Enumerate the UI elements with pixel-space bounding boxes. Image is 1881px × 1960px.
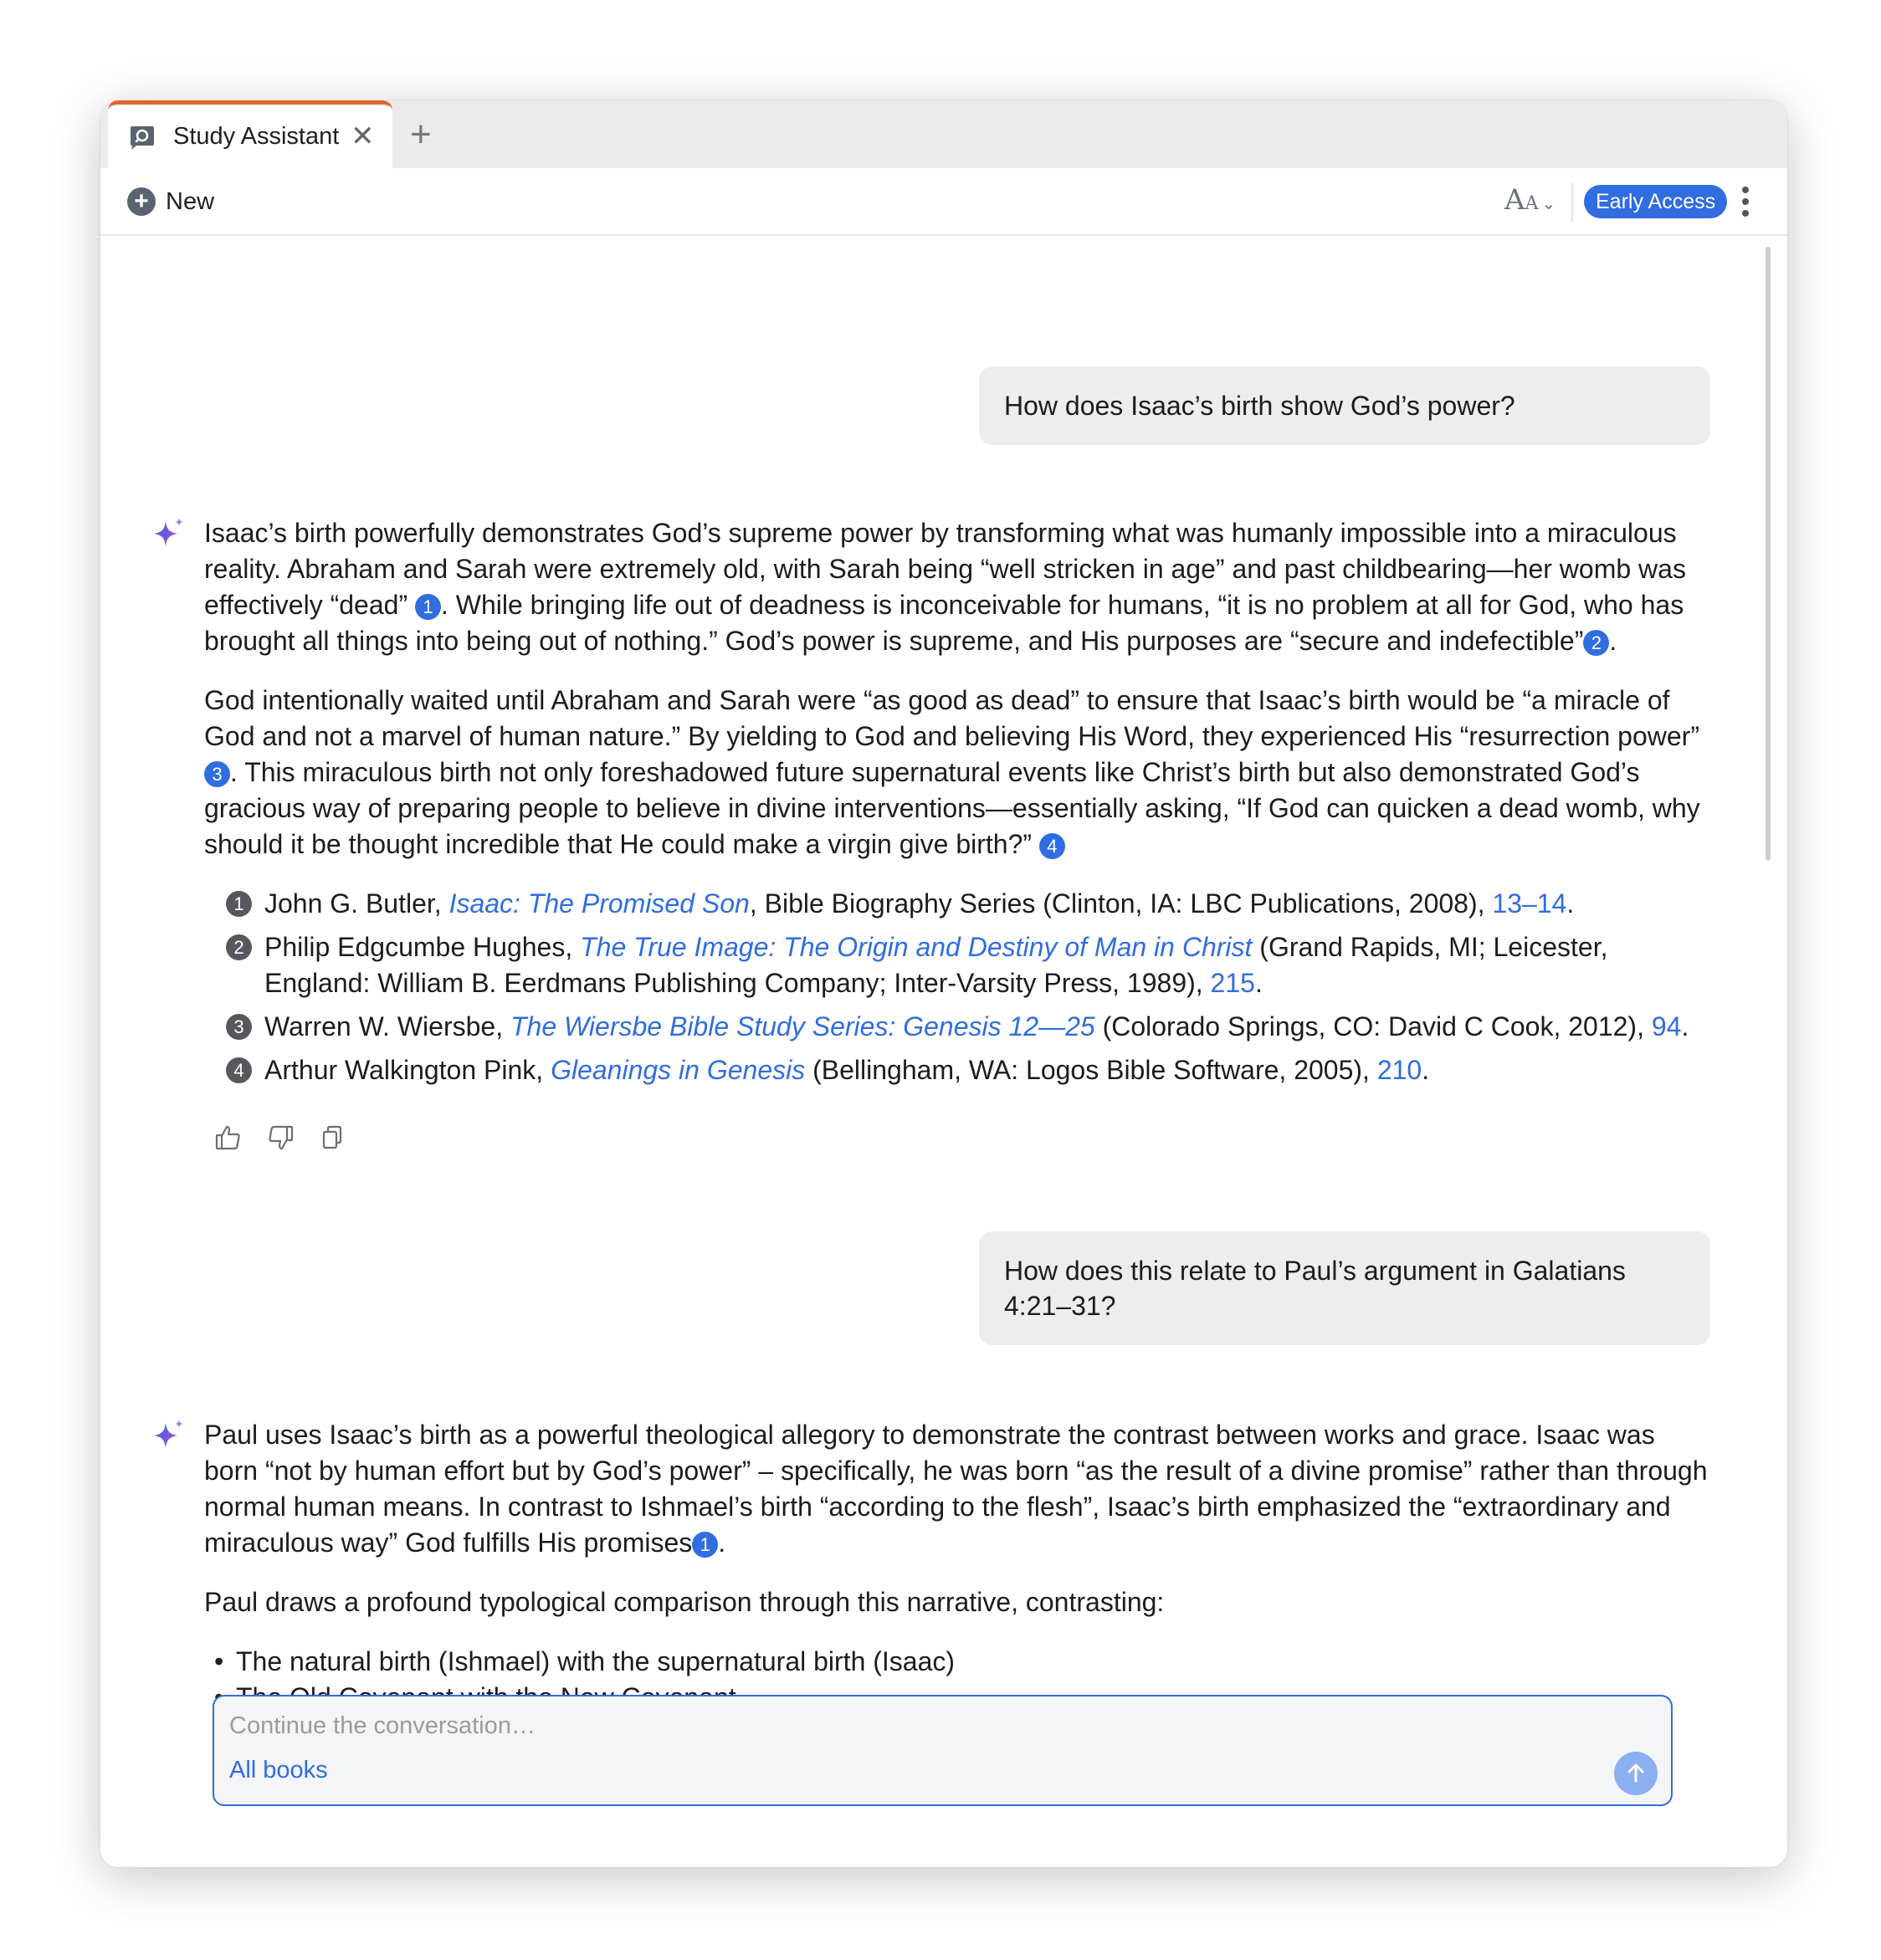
references-list — [226, 886, 1710, 1088]
answer-text: . This miraculous birth not only foreshadowed future supernatural events like Christ’s birth but also demonstrated God’s gracious way of preparing people to believe in divine interventions—essentially asking, “If God can quicken a dead womb, why should it be thought incredible that He could make a virgin give birth?” — [204, 757, 1700, 859]
reference-item — [226, 886, 1710, 922]
send-button[interactable] — [1614, 1752, 1658, 1795]
reference-item — [226, 1009, 1710, 1045]
more-options-icon[interactable] — [1739, 183, 1752, 222]
reference-number: 3 — [226, 1014, 252, 1040]
tab-bar — [100, 100, 1787, 168]
answer-paragraph — [204, 683, 1710, 862]
composer — [213, 1695, 1673, 1806]
answer-paragraph — [204, 1417, 1710, 1561]
early-access-badge[interactable]: Early Access — [1584, 185, 1727, 218]
user-message: How does this relate to Paul’s argument in Galatians 4:21–31? — [979, 1231, 1710, 1345]
new-label: New — [166, 187, 215, 215]
answer-text: . — [1609, 626, 1617, 656]
font-size-button[interactable] — [1504, 183, 1556, 217]
citation-badge[interactable]: 1 — [692, 1532, 718, 1558]
reference-page-link[interactable]: 215 — [1210, 968, 1255, 998]
thumbs-up-icon[interactable] — [214, 1123, 243, 1152]
answer-paragraph: Paul draws a profound typological comparison through this narrative, contrasting: — [204, 1587, 1165, 1617]
toolbar — [100, 168, 1787, 236]
answer-text: Paul uses Isaac’s birth as a powerful theological allegory to demonstrate the contrast between works and grace. Isaac was born “not by human effort but by God’s power” – specifically, he was born “as the result of a divine promise” rather than through normal human means. In contrast to Ishmael’s birth “according to the flesh”, Isaac’s birth emphasized the “extraordinary and miraculous way” God fulfills His promises — [204, 1420, 1708, 1558]
user-message: How does Isaac’s birth show God’s power? — [979, 366, 1710, 445]
toolbar-divider — [1571, 183, 1573, 222]
reference-title-link[interactable]: Isaac: The Promised Son — [448, 888, 750, 919]
assistant-message — [204, 515, 1710, 1096]
list-item: • The natural birth (Ishmael) with the supernatural birth (Isaac) — [214, 1644, 1710, 1680]
conversation-area — [100, 237, 1787, 1867]
all-books-selector[interactable]: All books — [229, 1757, 328, 1783]
tab-title: Study Assistant — [173, 123, 340, 150]
reference-title-link[interactable]: The Wiersbe Bible Study Series: Genesis 12—25 — [510, 1011, 1095, 1041]
close-icon[interactable]: ✕ — [351, 120, 375, 152]
reference-details: (Colorado Springs, CO: David C Cook, 2012), — [1094, 1011, 1652, 1041]
reference-number: 2 — [226, 934, 252, 960]
conversation-input[interactable] — [229, 1707, 1568, 1745]
answer-text: Isaac’s birth powerfully demonstrates God’s supreme power by transforming what was humanly impossible into a miraculous reality. Abraham and Sarah were extremely old, with Sarah being “well stricken in age” and past childbearing—her womb was effectively “dead” — [204, 518, 1686, 620]
citation-badge[interactable]: 3 — [204, 761, 230, 787]
add-tab-button[interactable]: + — [410, 114, 432, 155]
citation-badge[interactable]: 4 — [1039, 833, 1065, 859]
tab-study-assistant[interactable] — [108, 100, 392, 168]
app-window — [100, 100, 1787, 1867]
reference-author: Philip Edgcumbe Hughes, — [264, 932, 581, 962]
reference-details: , Bible Biography Series (Clinton, IA: LBC Publications, 2008), — [749, 888, 1493, 919]
reference-page-link[interactable]: 210 — [1376, 1055, 1422, 1085]
reference-title-link[interactable]: The True Image: The Origin and Destiny of Man in Christ — [580, 932, 1253, 962]
reference-end: . — [1681, 1011, 1689, 1041]
new-conversation-button[interactable] — [127, 185, 214, 218]
reference-author: John G. Butler, — [264, 888, 449, 919]
font-size-icon-large: A — [1504, 183, 1525, 217]
arrow-up-icon — [1624, 1762, 1648, 1785]
scrollbar[interactable] — [1766, 247, 1771, 861]
sparkle-icon — [151, 1418, 187, 1455]
copy-icon[interactable] — [318, 1123, 346, 1152]
thumbs-down-icon[interactable] — [266, 1123, 295, 1152]
citation-badge[interactable]: 2 — [1583, 630, 1609, 656]
reference-item — [226, 1052, 1710, 1088]
answer-paragraph — [204, 515, 1710, 659]
reference-item — [226, 929, 1710, 1001]
feedback-actions — [214, 1123, 346, 1152]
reference-author: Arthur Walkington Pink, — [264, 1055, 551, 1085]
reference-page-link[interactable]: 94 — [1651, 1011, 1682, 1041]
citation-badge[interactable]: 1 — [415, 594, 441, 620]
chevron-down-icon: ⌄ — [1541, 195, 1556, 213]
answer-text: . While bringing life out of deadness is inconceivable for humans, “it is no problem at all for God, who has brought all things into being out of nothing.” God’s power is supreme, and His purposes are “secure and indefectible” — [204, 590, 1684, 656]
reference-end: . — [1422, 1055, 1430, 1085]
reference-end: . — [1566, 888, 1575, 919]
plus-circle-icon: + — [127, 187, 156, 216]
reference-author: Warren W. Wiersbe, — [264, 1011, 510, 1041]
reference-details: (Grand Rapids, MI; Leicester, England: William B. Eerdmans Publishing Company; Inter-Varsity Press, 1989), — [264, 932, 1608, 998]
answer-text: . — [718, 1528, 726, 1558]
answer-text: God intentionally waited until Abraham and Sarah were “as good as dead” to ensure that Isaac’s birth would be “a miracle of God and not a marvel of human nature.” By yielding to God and believing His Word, they experienced His “resurrection power” — [204, 685, 1699, 751]
reference-title-link[interactable]: Gleanings in Genesis — [551, 1055, 806, 1085]
reference-number: 4 — [226, 1057, 252, 1083]
reference-details: (Bellingham, WA: Logos Bible Software, 2005), — [805, 1055, 1377, 1085]
study-assistant-icon — [128, 125, 156, 151]
reference-number: 1 — [226, 891, 252, 917]
font-size-icon-small: A — [1525, 193, 1539, 214]
sparkle-icon — [151, 516, 187, 553]
reference-page-link[interactable]: 13–14 — [1492, 888, 1567, 919]
reference-end: . — [1254, 968, 1263, 998]
